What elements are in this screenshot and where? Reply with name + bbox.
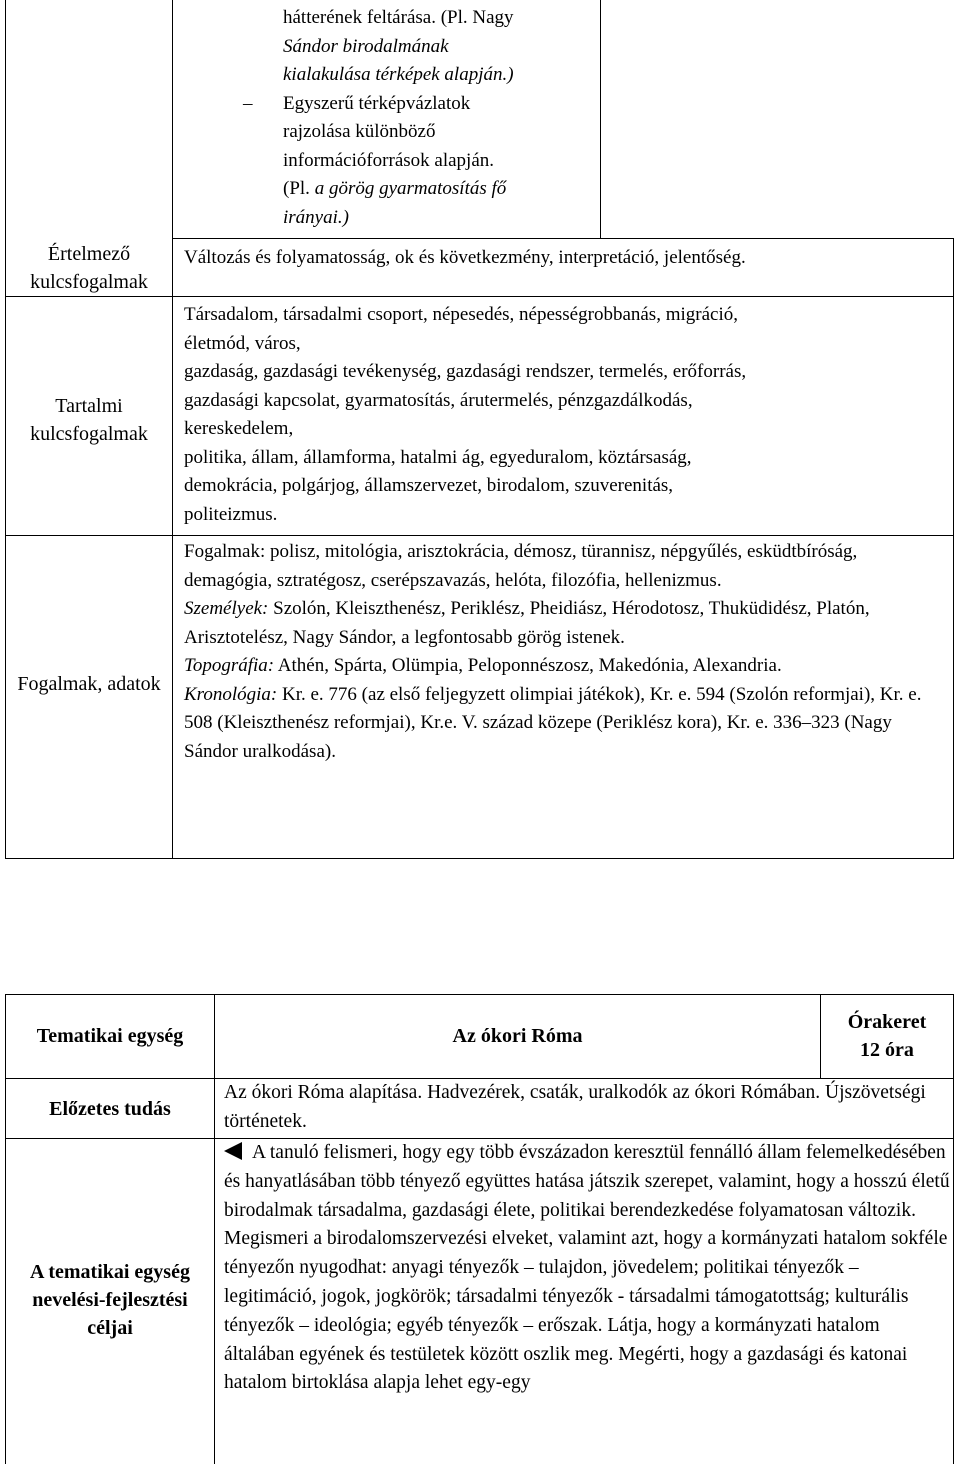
text-line: gazdasági kapcsolat, gyarmatosítás, árutermelés, pénzgazdálkodás, [184,389,693,411]
text-line: Társadalom, társadalmi csoport, népesedés, népességrobbanás, migráció, [184,304,738,325]
table-border [5,535,954,536]
row-text-ertelmezo: Változás és folyamatosság, ok és következmény, interpretáció, jelentőség. [184,247,746,268]
dash-line-italic: a görög gyarmatosítás fő [314,178,507,199]
topografia-text: Athén, Spárta, Olümpia, Peloponnészosz, Makedónia, Alexandria. [274,655,782,676]
szemelyek-text: Szolón, Kleiszthenész, Periklész, Pheidiász, Hérodotosz, Thuküdidész, Platón, Arisztotelész, Nagy Sándor, a legfontosabb görög istenek. [184,598,870,648]
szemelyek-label: Személyek: [184,598,269,619]
fogalmak-text: Fogalmak: polisz, mitológia, arisztokrácia, démosz, türannisz, népgyűlés, esküdtbíróság, demagógia, sztratégosz, cserépszavazás, helóta, filozófia, hellenizmus. [184,541,858,591]
text-line: életmód, város, [184,332,301,354]
kronologia-paragraph [184,681,946,767]
goals-paragraph [224,1139,950,1398]
top-line: hátterének feltárása. (Pl. Nagy [283,7,514,28]
table-border [5,296,954,297]
table-border [214,994,215,1464]
dash-line: rajzolása különböző [283,121,436,142]
hours-label: Órakeret [847,1011,927,1033]
dash-line-prefix: (Pl. [283,178,315,199]
text-line: politeizmus. [184,503,278,525]
dash-list-item [243,90,603,233]
dash-line-mixed [283,175,603,204]
goals-text: A tanuló felismeri, hogy egy több évszázadon keresztül fennálló állam felemelkedésében és hanyatlásában több tényező együttes hatása játszik szerepet, valamint, hogy a hosszú életű birodalmak társadalma, gazdasági élete, politikai berendezkedése folyamatosan változik. Megismeri a birodalomszervezési elveket, valamint azt, hogy a kormányzati hatalom sokféle tényezőn nyugodhat: anyagi tényezők – tulajdon, jövedelem; politikai tényezők – legitimáció, jogok, jogkörök; társadalmi tényezők - társadalmi támogatottság; kulturális tényezők – ideológia; egyéb tényezők – erőszak. Látja, hogy a kormányzati hatalom általában egyének és testületek között oszlik meg. Megérti, hogy a gazdasági és katonai hatalom birtoklása alapja lehet egy-egy [224,1142,950,1394]
text-line: demokrácia, polgárjog, államszervezet, birodalom, szuverenitás, [184,475,674,496]
table-border [5,858,954,859]
top-line-italic: kialakulása térképek alapján.) [283,64,514,85]
top-cell-text [243,4,603,232]
prior-knowledge-text: Az ókori Róma alapítása. Hadvezérek, csaták, uralkodók az ókori Rómában. Újszövetségi történetek. [224,1082,926,1132]
topografia-paragraph [184,652,946,681]
dash-line-italic: irányai.) [283,206,349,228]
table-border [172,238,954,239]
row-label-tartalmi: Tartalmi kulcsfogalmak [30,395,148,445]
row-text-tartalmi [184,301,952,529]
hours-value: 12 óra [860,1039,914,1061]
thematic-unit-label: Tematikai egység [36,1025,184,1047]
table-border [953,238,954,859]
dash-line: Egyszerű térképvázlatok [283,92,471,114]
table-border [172,0,173,859]
table-border [953,994,954,1464]
prior-knowledge-label: Előzetes tudás [49,1098,171,1120]
dash-bullet: – [243,92,253,114]
table-border [5,994,954,995]
top-line-italic: Sándor birodalmának [283,35,449,57]
thematic-unit-title: Az ókori Róma [452,1025,583,1047]
row-label-ertelmezo: Értelmező kulcsfogalmak [30,243,148,293]
text-line: gazdaság, gazdasági tevékenység, gazdasági rendszer, termelés, erőforrás, [184,361,747,382]
szemelyek-paragraph [184,595,946,652]
topografia-label: Topográfia: [184,655,275,676]
row-text-fogalmak [184,538,946,766]
table-border [5,994,6,1464]
kronologia-text: Kr. e. 776 (az első feljegyzett olimpiai játékok), Kr. e. 594 (Szolón reformjai), Kr. e. 508 (Kleiszthenész reformjai), Kr.e. V. század közepe (Periklész kora), Kr. e. 336–323 (Nagy Sándor uralkodása). [184,683,922,762]
hours-box [821,1008,953,1064]
left-triangle-icon [224,1142,242,1160]
dash-line: információforrások alapján. [283,149,495,171]
row-label-fogalmak: Fogalmak, adatok [17,673,161,695]
kronologia-label: Kronológia: [184,683,278,705]
text-line: politika, állam, államforma, hatalmi ág, egyeduralom, köztársaság, [184,446,692,468]
goals-label: A tematikai egység nevelési-fejlesztési céljai [30,1261,190,1339]
text-line: kereskedelem, [184,418,294,439]
